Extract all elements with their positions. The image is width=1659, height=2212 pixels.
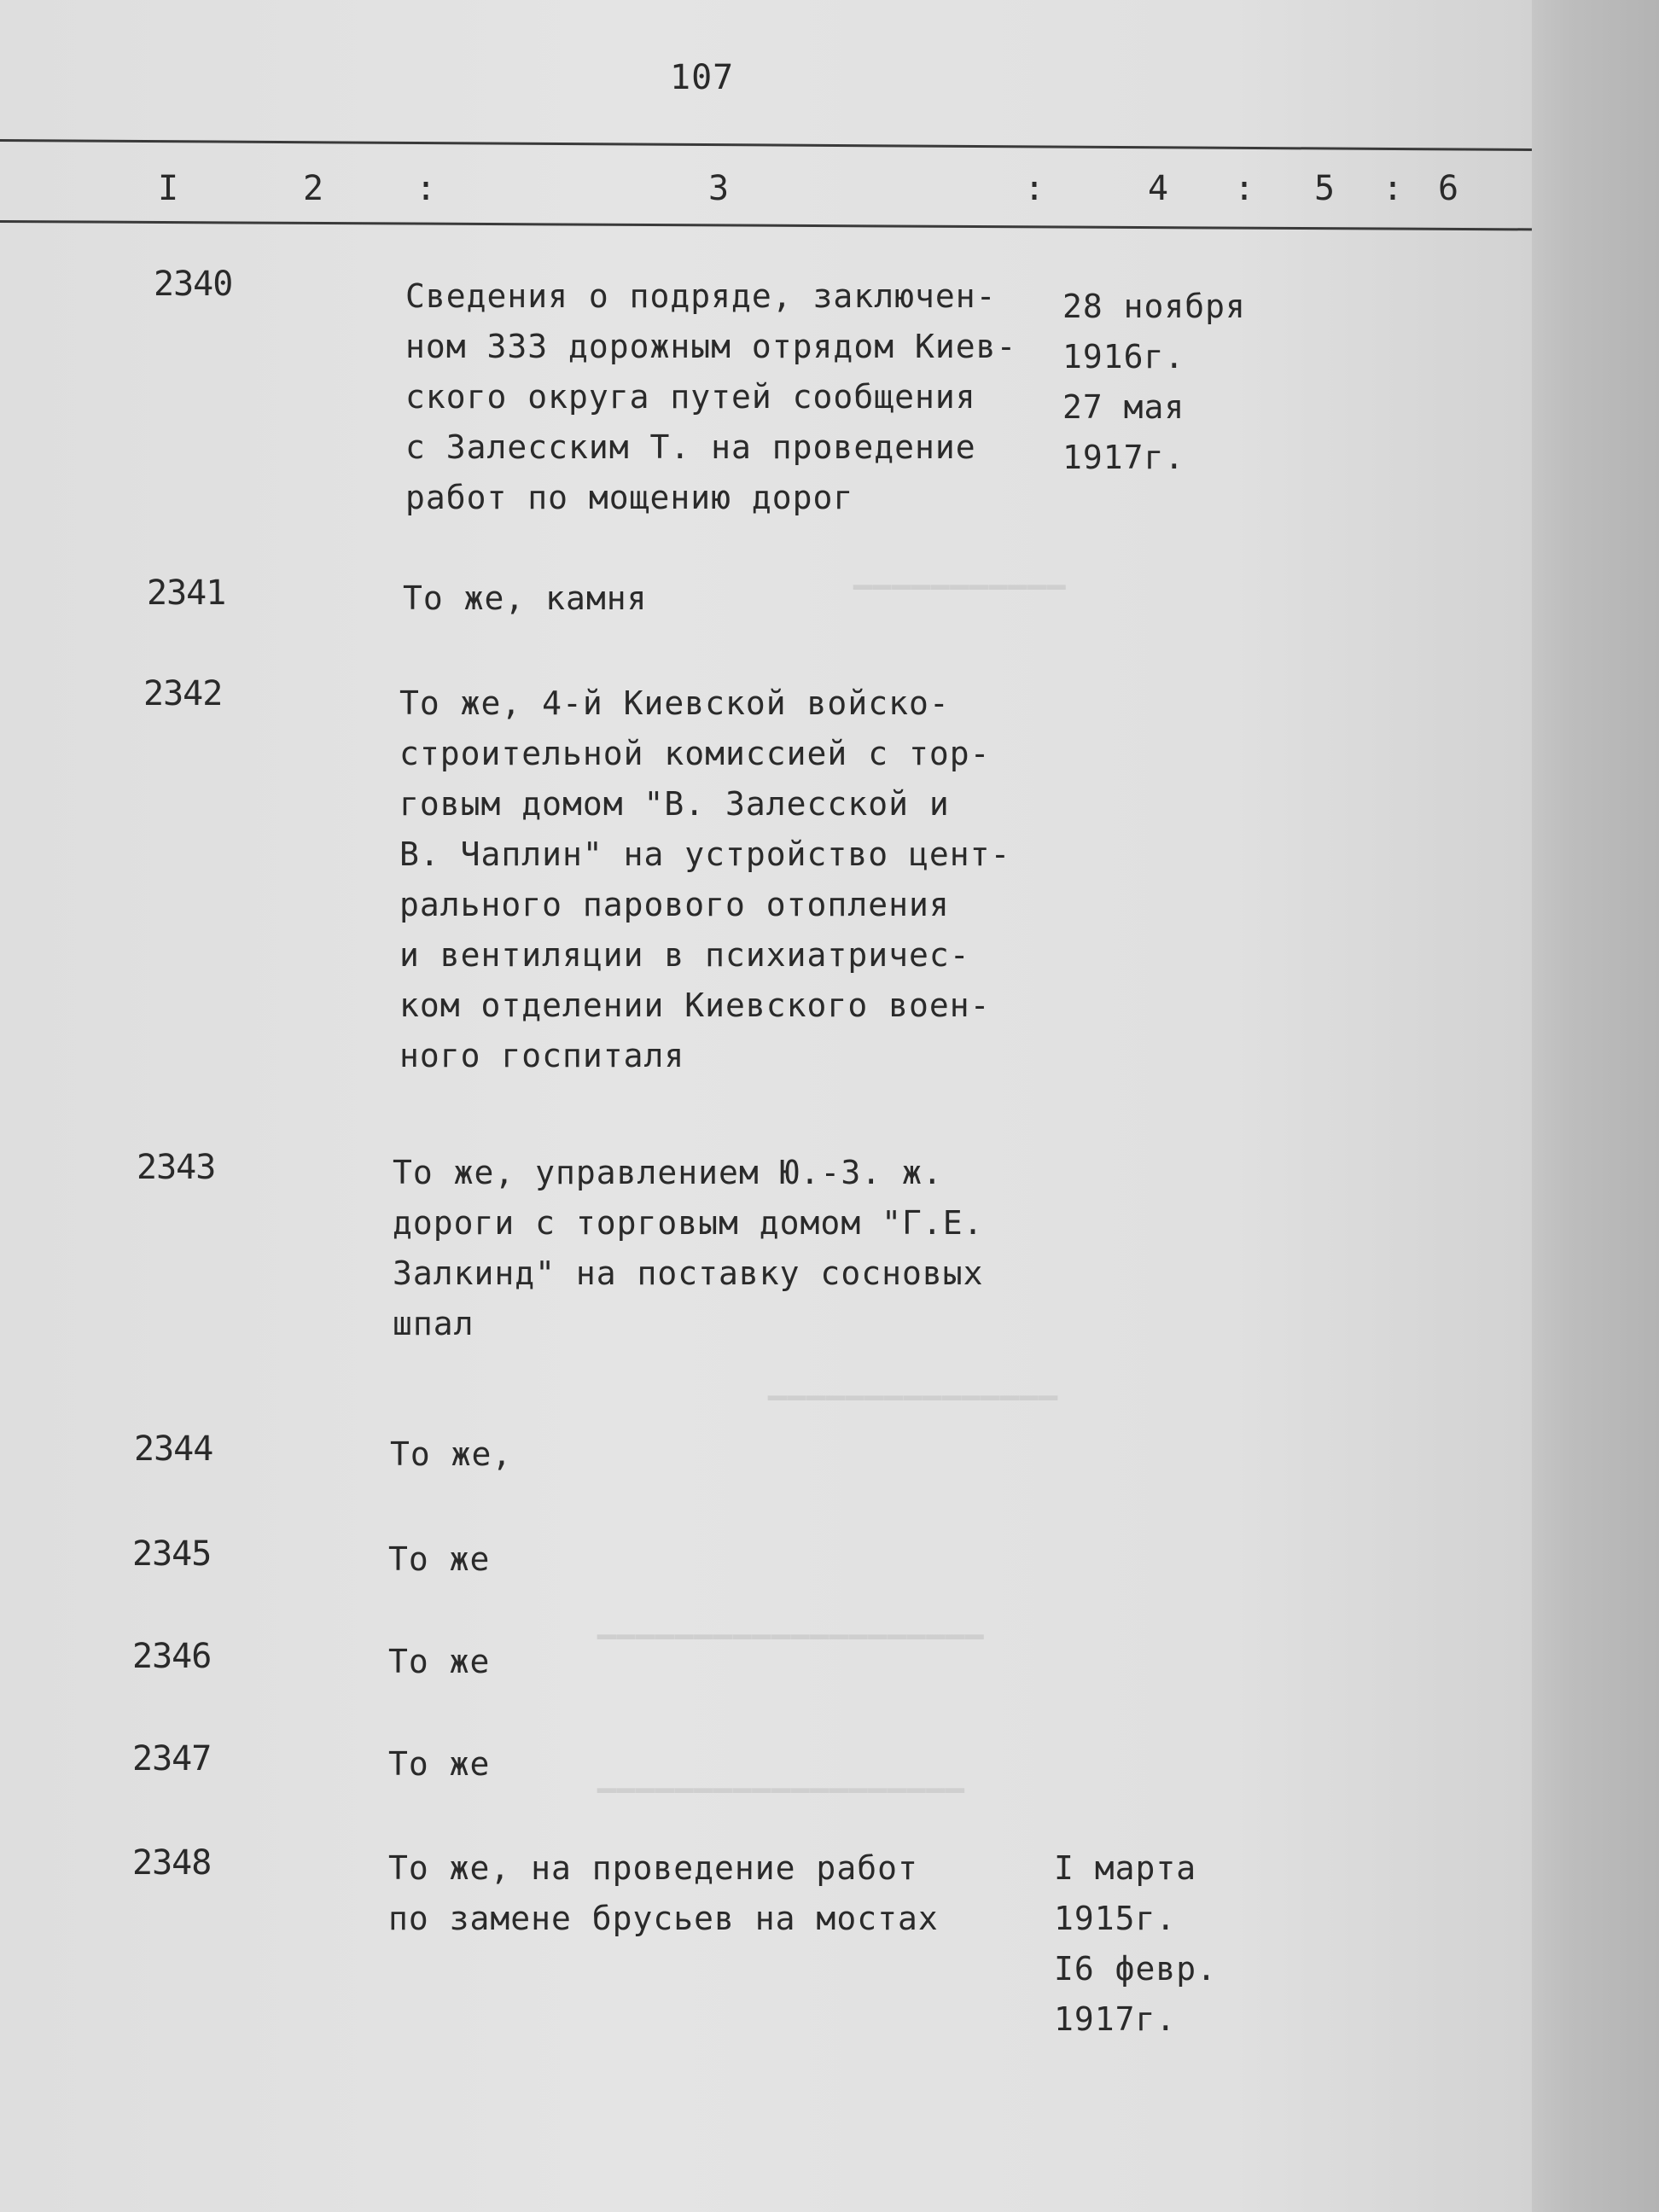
entry-description: То же, на проведение работ по замене брусьев на мостах xyxy=(388,1849,939,1937)
entry-number: 2342 xyxy=(143,674,223,713)
entry-dates: 28 ноября 1916г. 27 мая 1917г. xyxy=(1062,288,1246,476)
entry-description: То же, управлением Ю.-З. ж. дороги с торговым домом "Г.Е. Залкинд" на поставку сосновых шпал xyxy=(393,1154,984,1342)
entry-number: 2346 xyxy=(132,1637,212,1676)
entry-number: 2343 xyxy=(137,1148,216,1187)
column-header-5: 5 xyxy=(1314,169,1336,208)
column-separator: : xyxy=(1024,169,1045,208)
entry-number: 2347 xyxy=(132,1739,212,1778)
entry-description: То же xyxy=(388,1643,491,1680)
column-header-1: I xyxy=(158,169,179,208)
entry-number: 2348 xyxy=(132,1843,212,1883)
entry-description: То же, камня xyxy=(403,579,648,617)
column-separator: : xyxy=(1234,169,1255,208)
show-through-text: ▁▁▁▁▁▁▁▁▁▁▁▁▁▁▁ xyxy=(768,1365,1059,1400)
column-separator: : xyxy=(416,169,437,208)
column-header-2: 2 xyxy=(303,169,324,208)
show-through-text: ▁▁▁▁▁▁▁▁▁▁▁▁▁▁▁▁▁▁▁▁ xyxy=(597,1604,985,1639)
show-through-text: ▁▁▁▁▁▁▁▁▁▁▁ xyxy=(853,555,1067,590)
entry-description: То же xyxy=(388,1745,491,1783)
entry-description: То же, 4-й Киевской войско- строительной комиссией с тор- говым домом "В. Залесской и В. Чаплин" на устройство цент- рального парового отопления и вентиляции в психиатричес- ком отделении Киевского воен- ного госпиталя xyxy=(399,684,1011,1074)
show-through-text: ▁▁▁▁▁▁▁▁▁▁▁▁▁▁▁▁▁▁▁ xyxy=(597,1758,965,1793)
entry-number: 2345 xyxy=(132,1534,212,1574)
entry-description: Сведения о подряде, заключен- ном 333 дорожным отрядом Киев- ского округа путей сообщения с Залесским Т. на проведение работ по мощению дорог xyxy=(405,277,1017,516)
entry-description: То же xyxy=(388,1540,491,1578)
entry-number: 2344 xyxy=(134,1429,213,1469)
entry-number: 2341 xyxy=(147,573,226,613)
column-header-6: 6 xyxy=(1438,169,1459,208)
entry-number: 2340 xyxy=(154,265,233,304)
column-header-4: 4 xyxy=(1148,169,1169,208)
page-edge xyxy=(1532,0,1659,2212)
entry-dates: I марта 1915г. I6 февр. 1917г. xyxy=(1054,1849,1218,2038)
column-separator: : xyxy=(1382,169,1404,208)
column-header-3: 3 xyxy=(708,169,730,208)
entry-description: То же, xyxy=(390,1435,513,1473)
page-number: 107 xyxy=(670,58,735,97)
